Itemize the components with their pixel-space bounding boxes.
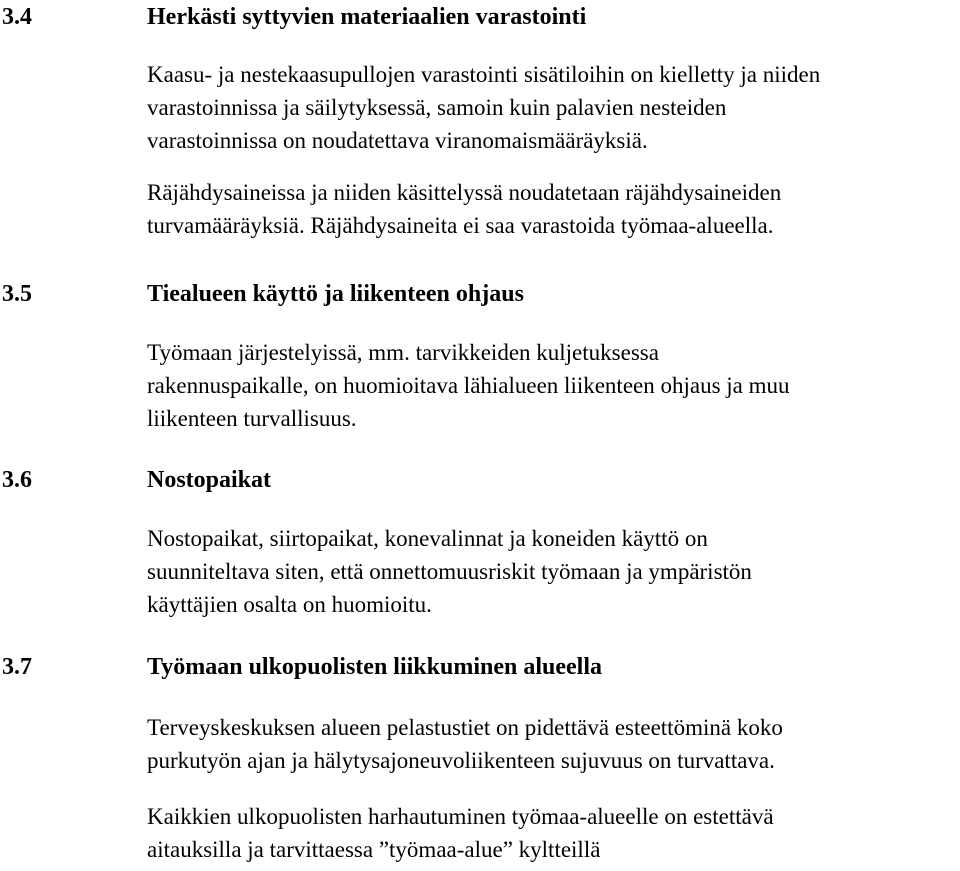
paragraph <box>147 176 947 242</box>
section-heading <box>0 650 960 684</box>
section-number: 3.4 <box>2 4 32 30</box>
section-title: Herkästi syttyvien materiaalien varastointi <box>147 4 587 30</box>
text-line: Terveyskeskuksen alueen pelastustiet on pidettävä esteettöminä koko <box>147 715 783 740</box>
text-line: purkutyön ajan ja hälytysajoneuvoliikenteen sujuvuus on turvattava. <box>147 748 775 773</box>
text-line: Nostopaikat, siirtopaikat, konevalinnat ja koneiden käyttö on <box>147 526 708 551</box>
section-heading <box>0 0 960 34</box>
paragraph <box>147 522 947 621</box>
text-line: suunniteltava siten, että onnettomuusriskit työmaan ja ympäristön <box>147 559 752 584</box>
section-3-5 <box>0 277 960 435</box>
section-title: Tiealueen käyttö ja liikenteen ohjaus <box>147 281 524 307</box>
text-line: Kaasu- ja nestekaasupullojen varastointi sisätiloihin on kielletty ja niiden <box>147 62 821 87</box>
section-heading <box>0 463 960 497</box>
text-line: turvamääräyksiä. Räjähdysaineita ei saa varastoida työmaa-alueella. <box>147 213 774 238</box>
text-line: liikenteen turvallisuus. <box>147 406 357 431</box>
text-line: Kaikkien ulkopuolisten harhautuminen työmaa-alueelle on estettävä <box>147 804 774 829</box>
text-line: Räjähdysaineissa ja niiden käsittelyssä noudatetaan räjähdysaineiden <box>147 180 782 205</box>
section-3-4 <box>0 0 960 242</box>
text-line: rakennuspaikalle, on huomioitava lähialueen liikenteen ohjaus ja muu <box>147 373 790 398</box>
section-title: Työmaan ulkopuolisten liikkuminen alueella <box>147 654 603 680</box>
section-number: 3.7 <box>2 654 32 680</box>
section-number: 3.6 <box>2 467 32 493</box>
text-line: aitauksilla ja tarvittaessa ”työmaa-alue” kyltteillä <box>147 837 601 862</box>
section-number: 3.5 <box>2 281 32 307</box>
paragraph <box>147 711 947 777</box>
text-line: käyttäjien osalta on huomioitu. <box>147 592 432 617</box>
section-heading <box>0 277 960 311</box>
text-line: varastoinnissa on noudatettava viranomaismääräyksiä. <box>147 128 648 153</box>
text-line: varastoinnissa ja säilytyksessä, samoin kuin palavien nesteiden <box>147 95 727 120</box>
section-title: Nostopaikat <box>147 467 272 493</box>
section-3-7 <box>0 650 960 866</box>
paragraph <box>147 58 947 157</box>
paragraph <box>147 336 947 435</box>
text-line: Työmaan järjestelyissä, mm. tarvikkeiden kuljetuksessa <box>147 340 659 365</box>
paragraph <box>147 800 947 866</box>
section-3-6 <box>0 463 960 621</box>
